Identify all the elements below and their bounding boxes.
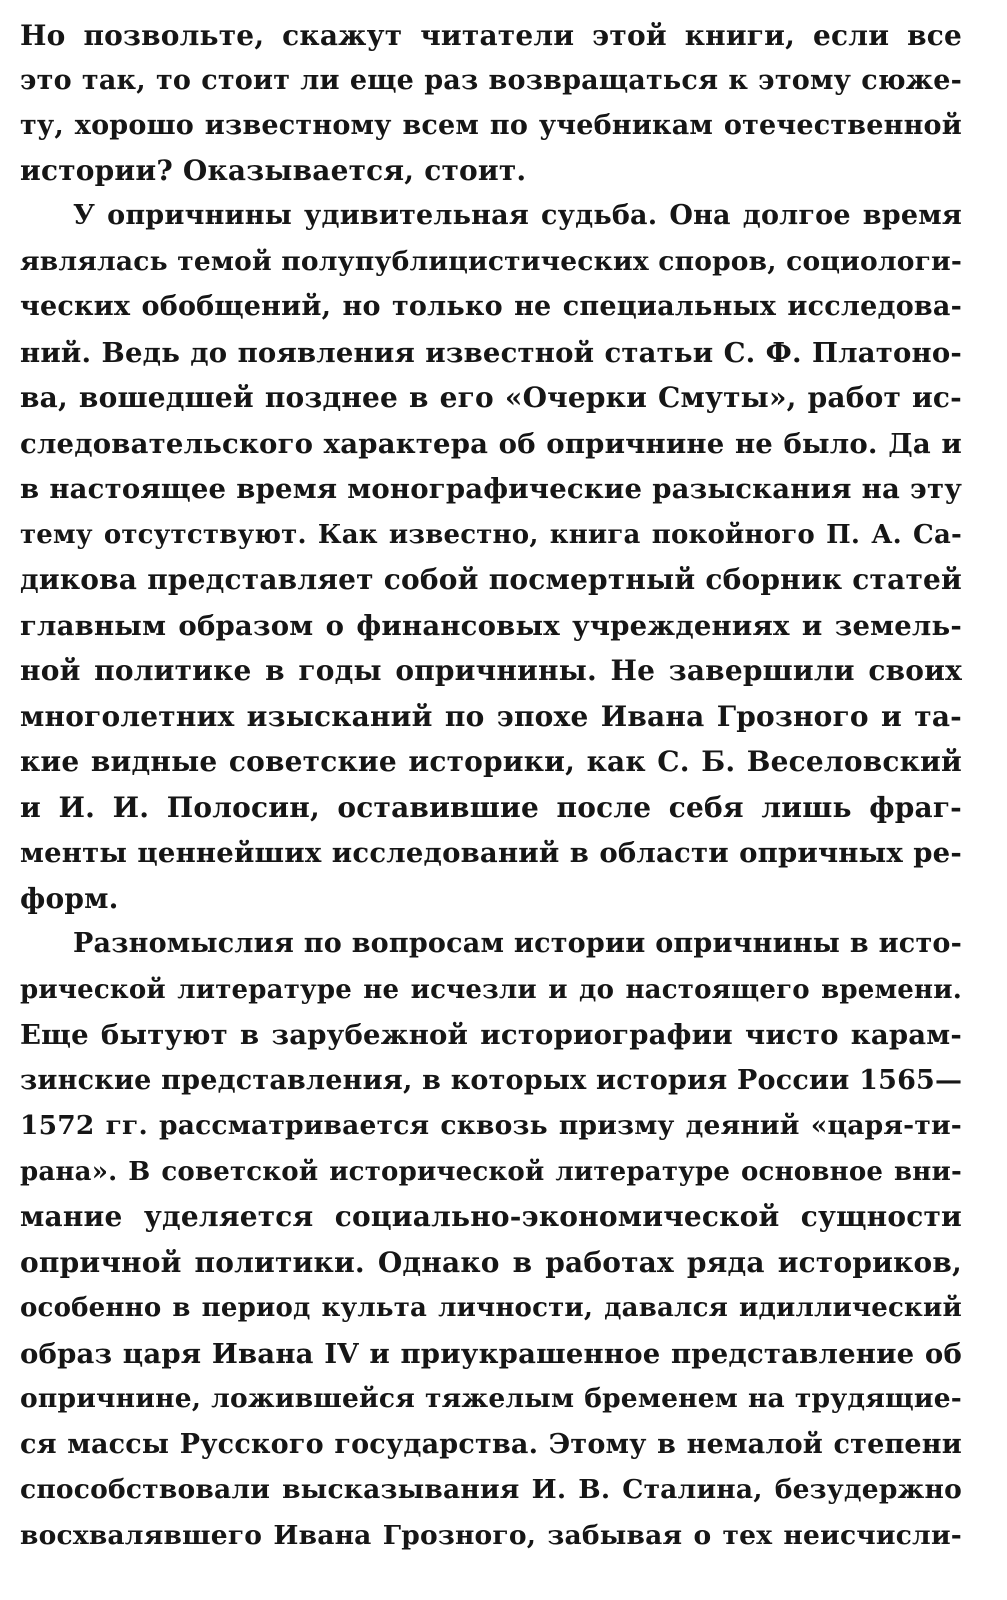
text-line: 1572 гг. рассматривается сквозь призму деяний «царя-ти- xyxy=(20,1110,962,1141)
text-line: многолетних изысканий по эпохе Ивана Грозного и та- xyxy=(20,700,962,733)
text-line: опричной политики. Однако в работах ряда историков, xyxy=(20,1246,962,1279)
text-line: особенно в период культа личности, давался идиллический xyxy=(20,1293,962,1323)
text-line: рической литературе не исчезли и до настоящего времени. xyxy=(20,975,962,1005)
text-line: рана». В советской исторической литературе основное вни- xyxy=(20,1157,962,1187)
text-line: У опричнины удивительная судьба. Она долгое время xyxy=(73,200,962,231)
text-line: кие видные советские историки, как С. Б. Веселовский xyxy=(20,745,962,778)
text-line: опричнине, ложившейся тяжелым бременем на трудящие- xyxy=(20,1383,962,1414)
text-line: являлась темой полупублицистических споров, социологи- xyxy=(20,246,963,277)
text-line: в настоящее время монографические разыскания на эту xyxy=(20,473,962,505)
text-line: Еще бытуют в зарубежной историографии чисто карам- xyxy=(20,1019,962,1051)
text-line: Но позвольте, скажут читатели этой книги, если все xyxy=(20,19,962,52)
text-line: главным образом о финансовых учреждениях и земель- xyxy=(20,610,962,642)
text-line: ва, вошедшей позднее в его «Очерки Смуты», работ ис- xyxy=(20,381,962,414)
text-line: способствовали высказывания И. В. Сталина, безудержно xyxy=(20,1474,962,1505)
text-line: это так, то стоит ли еще раз возвращаться к этому сюже- xyxy=(20,65,962,96)
text-line: ту, хорошо известному всем по учебникам отечественной xyxy=(20,110,962,141)
text-line: истории? Оказывается, стоит. xyxy=(20,154,527,187)
text-line: форм. xyxy=(20,882,119,915)
text-line: и И. И. Полосин, оставившие после себя лишь фраг- xyxy=(20,791,962,824)
text-line: тему отсутствуют. Как известно, книга покойного П. А. Са- xyxy=(20,520,962,550)
text-line: восхвалявшего Ивана Грозного, забывая о тех неисчисли- xyxy=(20,1520,962,1551)
text-line: образ царя Ивана IV и приукрашенное представление об xyxy=(20,1338,962,1370)
text-line: ний. Ведь до появления известной статьи С. Ф. Платоно- xyxy=(20,337,962,369)
text-line: ческих обобщений, но только не специальных исследова- xyxy=(20,291,962,322)
text-line: ся массы Русского государства. Этому в немалой степени xyxy=(20,1429,962,1460)
text-line: Разномыслия по вопросам истории опричнины в исто- xyxy=(73,928,962,959)
text-line: мание уделяется социально-экономической сущности xyxy=(20,1200,962,1233)
text-line: ной политике в годы опричнины. Не завершили своих xyxy=(20,654,962,687)
text-line: зинские представления, в которых история России 1565— xyxy=(20,1065,963,1096)
text-line: следовательского характера об опричнине не было. Да и xyxy=(20,428,962,460)
text-line: менты ценнейших исследований в области опричных ре- xyxy=(20,837,962,869)
text-line: дикова представляет собой посмертный сборник статей xyxy=(20,563,962,596)
